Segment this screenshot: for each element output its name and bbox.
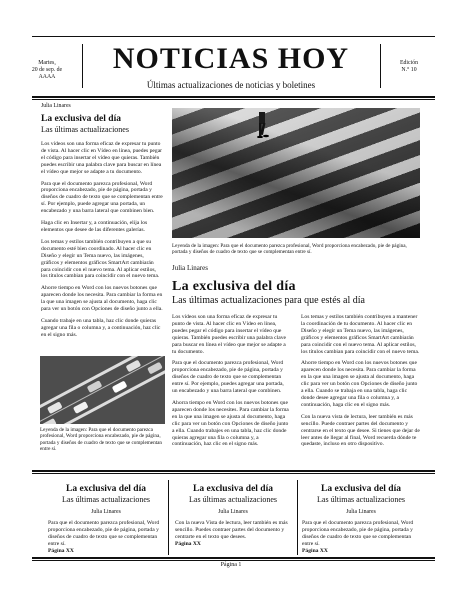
teaser-page-link[interactable]: Página XX bbox=[175, 540, 201, 547]
article-paragraph: Ahorre tiempo en Word con los nuevos botones que aparecen donde los necesita. Para cambiar la forma en la que una imagen se ajusta al documento, haga clic para ver un botón con Opciones de diseño junto a ella. bbox=[41, 285, 163, 313]
pedestrian-figure bbox=[254, 112, 270, 138]
teaser-page-link[interactable]: Página XX bbox=[48, 547, 74, 554]
main-article-subheadline: Las últimas actualizaciones para que estés al día bbox=[172, 295, 365, 306]
main-article-paragraph: Ahorra tiempo en Word con los nuevos botones que aparecen donde los necesites. Para cambiar la forma en la que una imagen se ajusta al documento, haga clic para ver un botón con Opciones de diseño junto a ella. Cuando trabajes en una tabla, haz clic donde quieras agregar una fila o columna y, a continuación, haz clic en el signo más. bbox=[172, 399, 289, 448]
date-line-1: Martes, bbox=[38, 60, 56, 66]
bottom-section-top-rule-2 bbox=[32, 473, 435, 474]
date-line-3: AAAA bbox=[38, 74, 56, 80]
crosswalk-photo bbox=[172, 108, 420, 238]
date-line-2: 20 de sep. de bbox=[31, 67, 63, 73]
teaser-body: Con la nueva Vista de lectura, leer también es más sencillo. Puedes contraer partes del documento y centrarte en el texto que desees. bbox=[175, 520, 288, 540]
teaser-headline: La exclusiva del día bbox=[193, 484, 273, 494]
bottom-divider-2 bbox=[297, 480, 298, 555]
traffic-photo-caption: Leyenda de la imagen: Para que el documento parezca profesional, Word proporciona encabezado, pie de página, portada y diseños de cuadro de texto que se complementan entre sí. bbox=[40, 427, 163, 453]
main-article-paragraph: Los vídeos son una forma eficaz de expresar tu punto de vista. Al hacer clic en Vídeo en línea, puedes pegar el código para insertar el vídeo que quieras. También puedes escribir una palabra clave para buscar en línea el vídeo que mejor se adapte a tu documento. bbox=[172, 314, 286, 355]
masthead-bottom-rule bbox=[32, 96, 435, 98]
newspaper-title: NOTICIAS HOY bbox=[112, 42, 350, 75]
teaser-subheadline: Las últimas actualizaciones bbox=[317, 495, 405, 504]
left-article bbox=[41, 103, 163, 344]
teaser-body: Para que el documento parezca profesional, Word proporciona encabezado, pie de página, portada y diseños de cuadro de texto que se complementan entre sí. bbox=[302, 520, 414, 547]
teaser-page-link[interactable]: Página XX bbox=[302, 547, 328, 554]
teaser-author: Julia Linares bbox=[218, 509, 248, 515]
masthead-bottom-rule-2 bbox=[32, 99, 435, 100]
footer-rule bbox=[32, 557, 435, 559]
masthead-left-divider bbox=[82, 44, 83, 88]
main-article-paragraph: Los temas y estilos también contribuyen a mantener la coordinación de tu documento. Al hacer clic en Diseño y elegir un Tema nuevo, las imágenes, gráficos y elementos gráficos SmartArt cambiarán para coincidir con el nuevo tema. Al aplicar estilos, los títulos cambian para coincidir con el nuevo tema. bbox=[301, 314, 420, 355]
article-paragraph: Haga clic en Insertar y, a continuación, elija los elementos que desee de las diferentes galerías. bbox=[41, 220, 148, 233]
issue-edition bbox=[384, 60, 434, 74]
main-article-headline: La exclusiva del día bbox=[172, 279, 296, 294]
main-article-paragraph: Para que el documento parezca profesional, Word proporciona encabezado, pie de página, portada y diseños de cuadro de texto que se complementan entre sí. Por ejemplo, puedes agregar una portada, un encabezado y una barra lateral que combinen. bbox=[172, 360, 284, 395]
issue-date bbox=[18, 60, 76, 81]
footer-page-number: Página 1 bbox=[220, 562, 242, 568]
article-paragraph: Cuando trabaje en una tabla, haz clic donde quieras agregar una fila o columna y, a continuación, haz clic en el signo más. bbox=[41, 317, 161, 338]
article-headline: La exclusiva del día bbox=[41, 114, 121, 124]
article-paragraph: Los temas y estilos también contribuyen a que su documento esté bien coordinado. Al hacer clic en Diseño y elegir un Tema nuevo, las imágenes, gráficos y elementos gráficos SmartArt cambiarán para coincidir con el nuevo tema. Al aplicar estilos, los títulos cambian para coincidir con el nuevo tema. bbox=[41, 238, 160, 280]
teaser-author: Julia Linares bbox=[346, 509, 376, 515]
bottom-divider-1 bbox=[168, 480, 169, 555]
photo-shadow-overlay bbox=[172, 108, 420, 238]
edition-number: N.° 10 bbox=[401, 67, 417, 73]
bottom-section-top-rule bbox=[32, 470, 435, 472]
crosswalk-photo-caption: Leyenda de la imagen: Para que el documento parezca profesional, Word proporciona encabezado, pie de página, portada y diseños de cuadro de texto que se complementan entre sí. bbox=[172, 243, 407, 256]
main-article-column-1 bbox=[172, 314, 290, 453]
article-author: Julia Linares bbox=[41, 103, 71, 109]
main-article-header bbox=[172, 264, 422, 307]
main-article-column-2 bbox=[301, 314, 421, 453]
teaser-headline: La exclusiva del día bbox=[321, 484, 401, 494]
teaser-article-3 bbox=[302, 484, 420, 555]
article-paragraph: Para que el documento parezca profesional, Word proporciona encabezado, pie de página, portada y diseños de cuadro de texto que se complementan entre sí. Por ejemplo, puede agregar una portada, un encabezado y una barra lateral que combinen bien. bbox=[41, 180, 163, 215]
footer-rule-2 bbox=[32, 560, 435, 561]
masthead-top-rule bbox=[32, 36, 435, 37]
article-subheadline: Las últimas actualizaciones bbox=[41, 125, 129, 134]
teaser-article-2 bbox=[175, 484, 291, 548]
teaser-author: Julia Linares bbox=[91, 509, 121, 515]
article-paragraph: Los vídeos son una forma eficaz de expresar tu punto de vista. Al hacer clic en Vídeo en línea, puedes pegar el código para insertar el vídeo que quieras. También puedes escribir una palabra clave para buscar en línea el vídeo que mejor se adapte a tu documento. bbox=[41, 141, 163, 175]
masthead-right-divider bbox=[380, 44, 381, 88]
main-article-paragraph: Con la nueva vista de lectura, leer también es más sencillo. Puede contraer partes del documento y centrarse en el texto que desee. Si tienes que dejar de leer antes de llegar al final, Word recuerda dónde te quedaste, incluso en otro dispositivo. bbox=[301, 413, 420, 448]
teaser-subheadline: Las últimas actualizaciones bbox=[62, 495, 150, 504]
traffic-photo bbox=[40, 356, 165, 424]
teaser-subheadline: Las últimas actualizaciones bbox=[189, 495, 277, 504]
newspaper-subtitle: Últimas actualizaciones de noticias y boletines bbox=[146, 80, 316, 90]
traffic-photo-graphic bbox=[40, 356, 165, 424]
teaser-headline: La exclusiva del día bbox=[66, 484, 146, 494]
edition-label: Edición bbox=[399, 60, 419, 66]
main-article-author: Julia Linares bbox=[172, 264, 208, 272]
teaser-body: Para que el documento parezca profesional, Word proporciona encabezado, pie de página, portada y diseños de cuadro de texto que se complementan entre sí. bbox=[48, 520, 160, 547]
main-article-paragraph: Ahorre tiempo en Word con los nuevos botones que aparecen donde los necesita. Para cambiar la forma en la que una imagen se ajusta al documento, haga clic para ver un botón con Opciones de diseño junto a ella. Cuando se trabaja en una tabla, haga clic donde desee agregar una fila o columna y, a continuación, haga clic en el signo más. bbox=[301, 360, 418, 408]
teaser-article-1 bbox=[48, 484, 164, 555]
